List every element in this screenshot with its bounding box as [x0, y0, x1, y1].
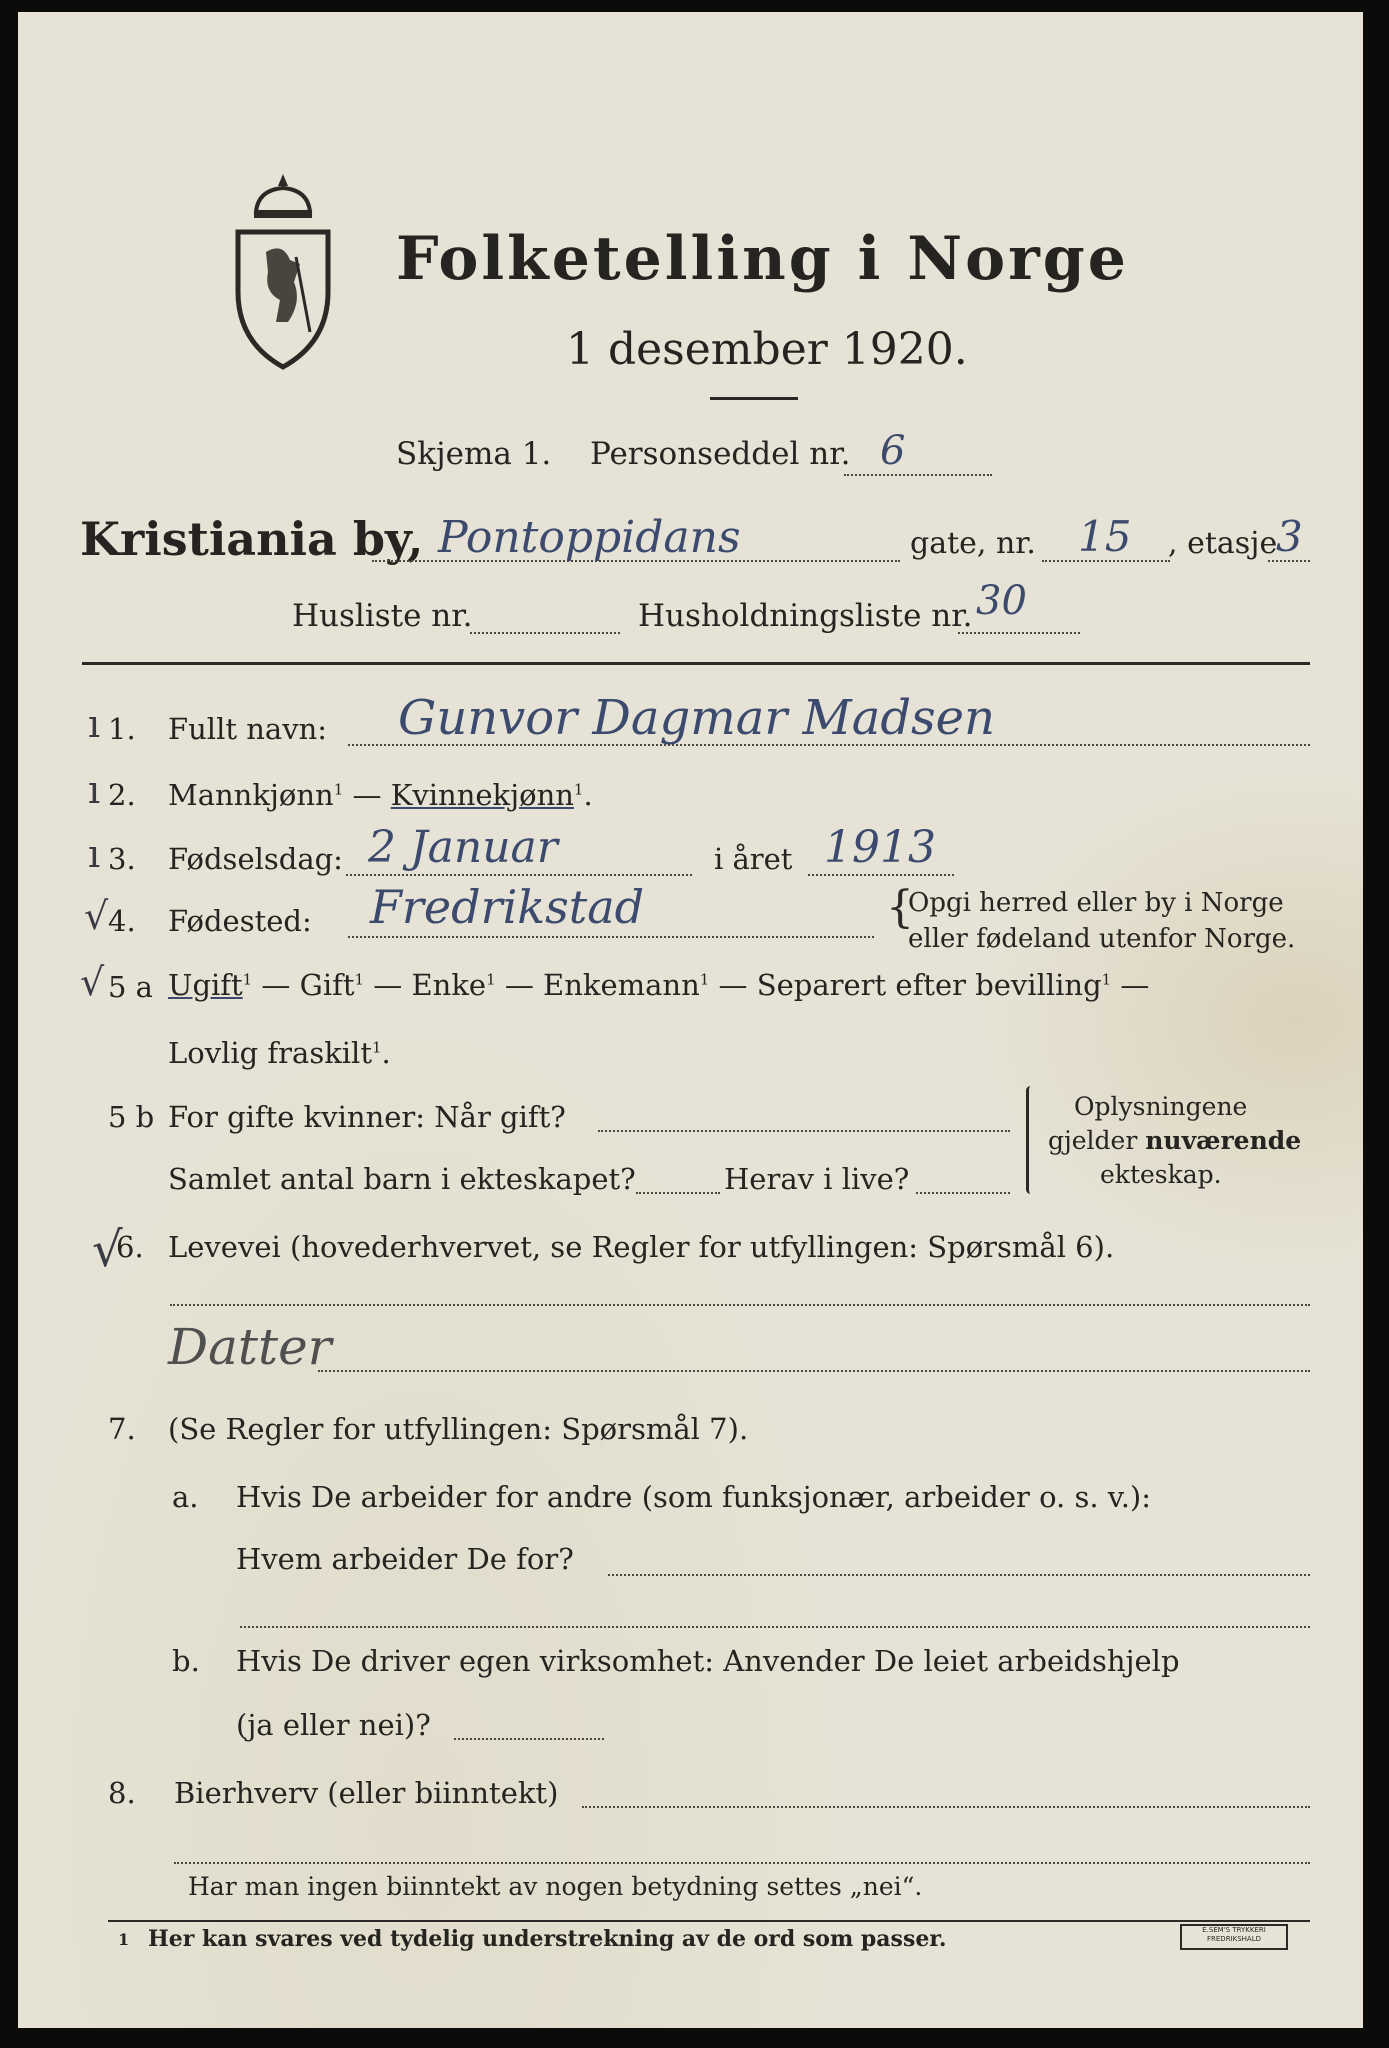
enkemann-option[interactable]: Enkemann [543, 968, 700, 1002]
personseddel-value[interactable]: 6 [880, 428, 906, 474]
enke-option[interactable]: Enke [411, 968, 487, 1002]
gate-nr-value[interactable]: 15 [1078, 512, 1132, 561]
side-income-field[interactable] [582, 1806, 1310, 1808]
footnote-mark: 1 [118, 1930, 130, 1949]
skjema-label: Skjema 1. [396, 436, 552, 472]
q5b-note-3: ekteskap. [1100, 1160, 1222, 1189]
ugift-option[interactable]: Ugift [168, 968, 243, 1002]
check-mark-icon: ı [88, 768, 101, 812]
q5a-options-line2: Lovlig fraskilt$^1$. [168, 1036, 391, 1070]
q5b-label-1: For gifte kvinner: Når gift? [168, 1100, 566, 1134]
fraskilt-option[interactable]: Lovlig fraskilt [168, 1036, 372, 1070]
q4-note-2: eller fødeland utenfor Norge. [908, 924, 1296, 954]
check-mark-icon: √ [92, 1222, 123, 1278]
hired-help-field[interactable] [454, 1738, 604, 1740]
census-date: 1 desember 1920. [566, 324, 968, 375]
children-alive-field[interactable] [916, 1192, 1010, 1194]
q7b-number: b. [172, 1644, 200, 1678]
coat-of-arms-icon [228, 172, 338, 372]
q5b-note-1: Oplysningene [1074, 1092, 1248, 1121]
q7b-text: Hvis De driver egen virksomhet: Anvender De leiet arbeidshjelp [236, 1644, 1180, 1678]
q7a-text: Hvis De arbeider for andre (som funksjonær, arbeider o. s. v.): [236, 1480, 1152, 1514]
gift-option[interactable]: Gift [299, 968, 355, 1002]
personseddel-label: Personseddel nr. [590, 436, 851, 472]
footnote-divider [108, 1920, 1310, 1922]
male-option[interactable]: Mannkjønn [168, 778, 334, 812]
q5a-number: 5 a [108, 970, 153, 1004]
q5b-label-2: Samlet antal barn i ekteskapet? [168, 1162, 636, 1196]
q3-number: 3. [108, 842, 136, 876]
q5b-number: 5 b [108, 1100, 155, 1134]
q8-label: Bierhverv (eller biinntekt) [174, 1776, 559, 1810]
birthplace-value[interactable]: Fredrikstad [370, 880, 645, 934]
husholdning-value[interactable]: 30 [976, 578, 1027, 624]
occupation-value[interactable]: Datter [168, 1318, 332, 1376]
check-mark-icon: √ [80, 960, 105, 1004]
q7a-number: a. [172, 1480, 199, 1514]
q4-label: Fødested: [168, 904, 312, 938]
form-title: Folketelling i Norge [396, 224, 1129, 294]
check-mark-icon: ı [88, 832, 101, 876]
children-count-field[interactable] [636, 1192, 720, 1194]
q1-number: 1. [108, 712, 136, 746]
female-option[interactable]: Kvinnekjønn [390, 778, 574, 812]
street-value[interactable]: Pontoppidans [438, 512, 741, 563]
q5b-note-2: gjelder nuværende [1048, 1126, 1302, 1155]
q3-label: Fødselsdag: [168, 842, 343, 876]
employer-field[interactable] [608, 1574, 1310, 1576]
printer-stamp: E.SEM'S TRYKKERI FREDRIKSHALD [1180, 1924, 1288, 1950]
q8-note: Har man ingen biinntekt av nogen betydning settes „nei“. [188, 1872, 923, 1901]
q6-number: 6. [116, 1230, 144, 1264]
q7-number: 7. [108, 1412, 136, 1446]
header-divider [82, 662, 1310, 665]
q1-label: Fullt navn: [168, 712, 328, 746]
husliste-field[interactable] [470, 632, 620, 634]
etasje-label: , etasje [1168, 526, 1278, 561]
q3-year-label: i året [714, 842, 793, 876]
q7-label: (Se Regler for utfyllingen: Spørsmål 7). [168, 1412, 749, 1446]
q7b-text-2: (ja eller nei)? [236, 1708, 431, 1742]
married-date-field[interactable] [598, 1130, 1010, 1132]
separert-option[interactable]: Separert efter bevilling [756, 968, 1102, 1002]
q4-number: 4. [108, 904, 136, 938]
census-form-sheet [18, 12, 1363, 2028]
check-mark-icon: ı [88, 702, 101, 746]
q7a-text-2: Hvem arbeider De for? [236, 1542, 574, 1576]
gate-nr-label: gate, nr. [910, 526, 1036, 561]
q8-number: 8. [108, 1776, 136, 1810]
birth-year-value[interactable]: 1913 [824, 822, 936, 873]
check-mark-icon: √ [84, 894, 109, 938]
q2-number: 2. [108, 778, 136, 812]
q5a-options: Ugift$^1$ — Gift$^1$ — Enke$^1$ — Enkemann$^1$ — Separert efter bevilling$^1$ — [168, 968, 1150, 1002]
note-bracket [1026, 1086, 1035, 1194]
husholdning-label: Husholdningsliste nr. [638, 598, 973, 634]
q2-options: Mannkjønn$^1$ — Kvinnekjønn$^1$. [168, 778, 593, 812]
city-label: Kristiania by, [80, 512, 424, 566]
husliste-label: Husliste nr. [292, 598, 473, 634]
footnote-text: Her kan svares ved tydelig understrekning av de ord som passer. [148, 1926, 947, 1952]
title-divider [710, 397, 798, 400]
q6-label: Levevei (hovederhvervet, se Regler for utfyllingen: Spørsmål 6). [168, 1230, 1115, 1264]
full-name-value[interactable]: Gunvor Dagmar Madsen [398, 690, 995, 746]
brace-icon: { [886, 882, 914, 933]
birth-day-value[interactable]: 2 Januar [368, 822, 558, 873]
etasje-value[interactable]: 3 [1276, 512, 1303, 561]
q5b-label-3: Herav i live? [724, 1162, 910, 1196]
q4-note-1: Opgi herred eller by i Norge [908, 888, 1284, 918]
